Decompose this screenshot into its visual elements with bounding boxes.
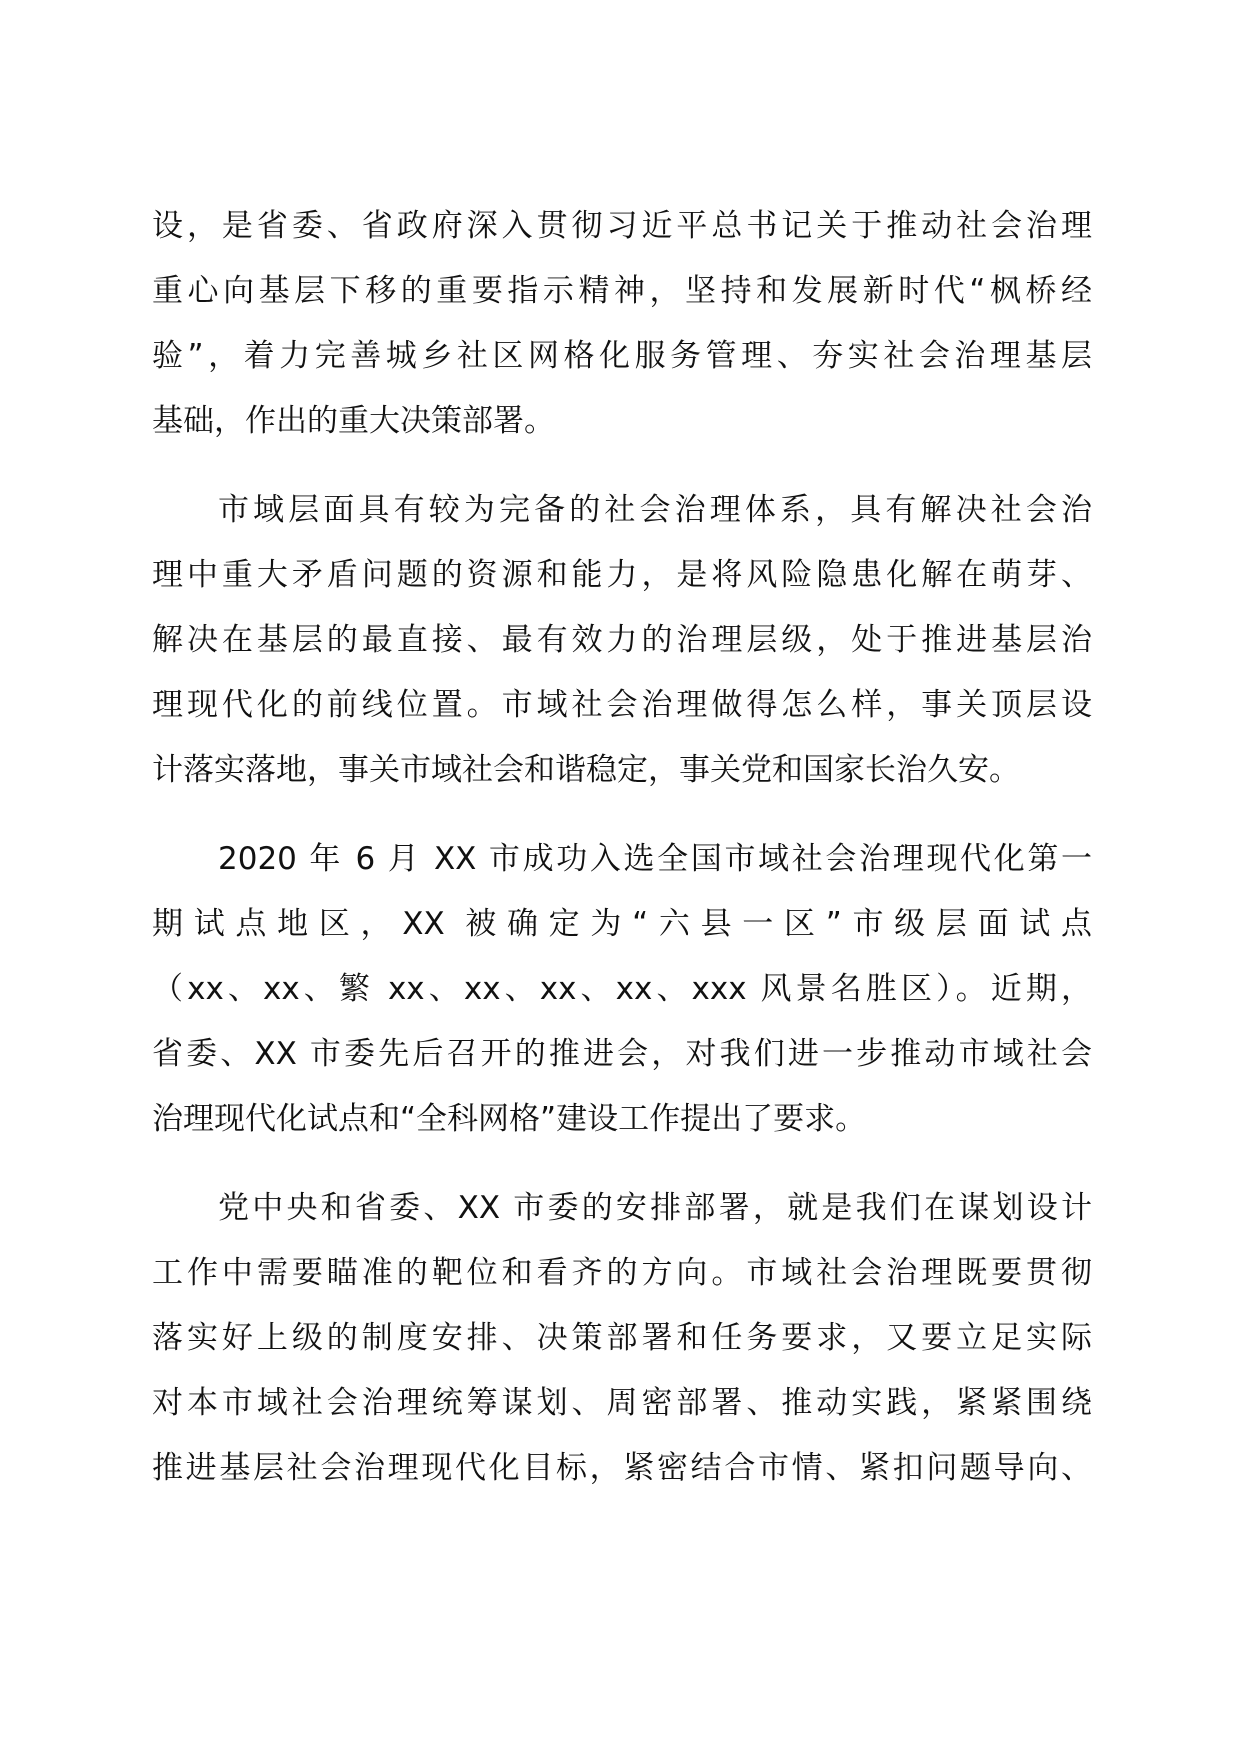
text-line: 理中重大矛盾问题的资源和能力，是将风险隐患化解在萌芽、 bbox=[152, 557, 1092, 593]
text-line: 落实好上级的制度安排、决策部署和任务要求，又要立足实际 bbox=[152, 1320, 1092, 1356]
paragraph-1 bbox=[152, 194, 1092, 454]
paragraph-2 bbox=[152, 478, 1092, 803]
text-line: 党中央和省委、XX 市委的安排部署，就是我们在谋划设计 bbox=[218, 1190, 1092, 1226]
text-line: 2020 年 6 月 XX 市成功入选全国市域社会治理现代化第一 bbox=[218, 841, 1092, 877]
paragraph-4 bbox=[152, 1176, 1092, 1501]
text-line: 推进基层社会治理现代化目标，紧密结合市情、紧扣问题导向、 bbox=[152, 1450, 1092, 1486]
paragraph-3 bbox=[152, 827, 1092, 1152]
text-line: 治理现代化试点和“全科网格”建设工作提出了要求。 bbox=[152, 1101, 867, 1137]
text-line: 省委、XX 市委先后召开的推进会，对我们进一步推动市域社会 bbox=[152, 1036, 1092, 1072]
text-line: （xx、xx、繁 xx、xx、xx、xx、xxx 风景名胜区）。近期， bbox=[152, 971, 1092, 1007]
text-line: 基础，作出的重大决策部署。 bbox=[152, 403, 555, 439]
text-line: 计落实落地，事关市域社会和谐稳定，事关党和国家长治久安。 bbox=[152, 752, 1020, 788]
text-line: 期试点地区，XX 被确定为“六县一区”市级层面试点 bbox=[152, 906, 1092, 942]
text-line: 对本市域社会治理统筹谋划、周密部署、推动实践，紧紧围绕 bbox=[152, 1385, 1092, 1421]
text-line: 市域层面具有较为完备的社会治理体系，具有解决社会治 bbox=[218, 492, 1092, 528]
text-line: 验”，着力完善城乡社区网格化服务管理、夯实社会治理基层 bbox=[152, 338, 1092, 374]
text-line: 解决在基层的最直接、最有效力的治理层级，处于推进基层治 bbox=[152, 622, 1092, 658]
text-line: 理现代化的前线位置。市域社会治理做得怎么样，事关顶层设 bbox=[152, 687, 1092, 723]
text-line: 工作中需要瞄准的靶位和看齐的方向。市域社会治理既要贯彻 bbox=[152, 1255, 1092, 1291]
text-line: 重心向基层下移的重要指示精神，坚持和发展新时代“枫桥经 bbox=[152, 273, 1092, 309]
document-body bbox=[152, 194, 1092, 1525]
text-line: 设，是省委、省政府深入贯彻习近平总书记关于推动社会治理 bbox=[152, 208, 1092, 244]
